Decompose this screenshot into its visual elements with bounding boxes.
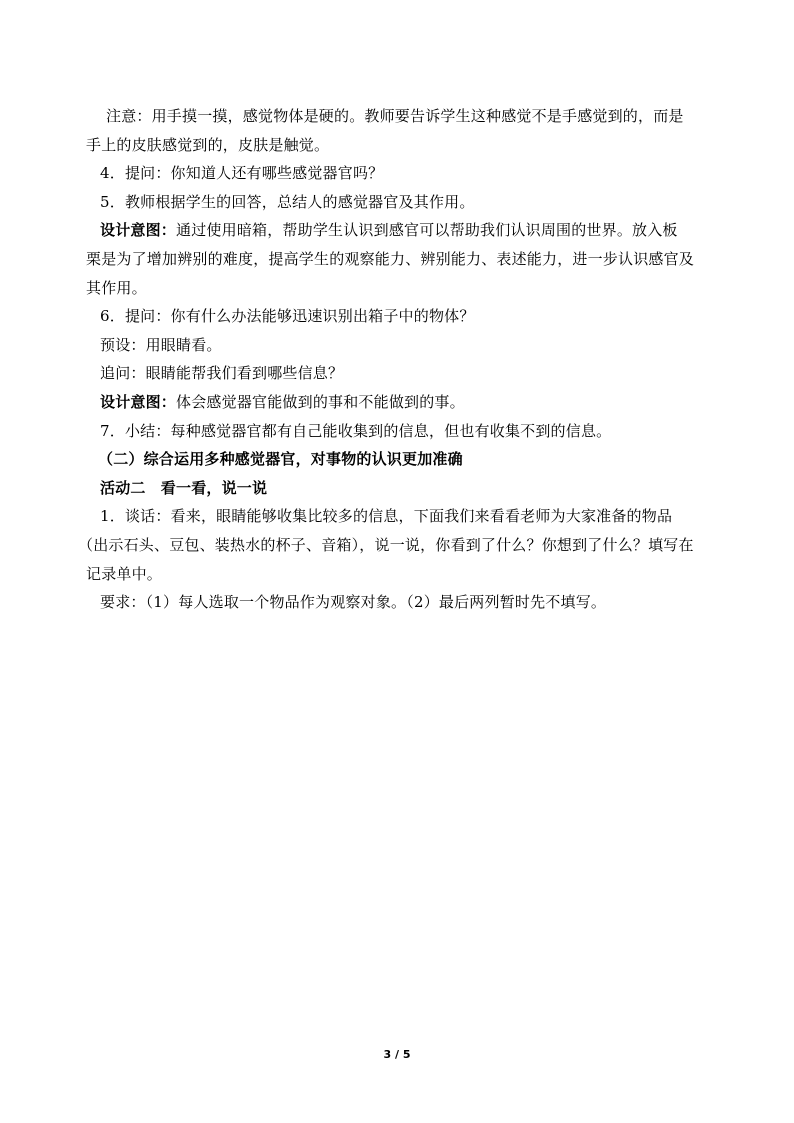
design-intent-label: 设计意图： [100, 221, 177, 240]
paragraph-line: 5．教师根据学生的回答，总结人的感觉器官及其作用。 [100, 192, 475, 211]
paragraph-line: （出示石头、豆包、装热水的杯子、音箱），说一说，你看到了什么？你想到了什么？填写在 [78, 535, 694, 554]
paragraph-line: 7．小结：每种感觉器官都有自己能收集到的信息，但也有收集不到的信息。 [100, 421, 612, 440]
paragraph-line: 体会感觉器官能做到的事和不能做到的事。 [176, 392, 465, 411]
paragraph-line: 其作用。 [86, 278, 147, 297]
paragraph-design-intent-2 [100, 388, 718, 417]
paragraph-requirements [100, 588, 718, 617]
section-heading-text: （二）综合运用多种感觉器官，对事物的认识更加准确 [98, 450, 463, 469]
paragraph-line: 要求：（1）每人选取一个物品作为观察对象。（2）最后两列暂时先不填写。 [100, 593, 607, 612]
activity-heading-text: 活动二 看一看，说一说 [100, 478, 268, 497]
design-intent-label: 设计意图： [100, 392, 177, 411]
activity-heading [100, 474, 718, 503]
paragraph-line: 6．提问：你有什么办法能够迅速识别出箱子中的物体？ [100, 307, 475, 326]
paragraph-summary-7 [100, 417, 718, 446]
paragraph-teacher-summary-5 [100, 188, 718, 217]
paragraph-line: 预设：用眼睛看。 [100, 335, 222, 354]
paragraph-line: 注意：用手摸一摸，感觉物体是硬的。教师要告诉学生这种感觉不是手感觉到的，而是 [106, 107, 684, 125]
paragraph-note [86, 102, 718, 159]
paragraph-question-4 [100, 159, 718, 188]
paragraph-preset [100, 331, 718, 360]
paragraph-follow-up [100, 359, 718, 388]
paragraph-line: 通过使用暗箱，帮助学生认识到感官可以帮助我们认识周围的世界。放入板 [176, 221, 678, 240]
paragraph-line: 4．提问：你知道人还有哪些感觉器官吗？ [100, 164, 384, 183]
paragraph-question-6 [100, 302, 718, 331]
section-heading [98, 445, 718, 474]
paragraph-line: 1．谈话：看来，眼睛能够收集比较多的信息，下面我们来看看老师为大家准备的物品 [100, 507, 673, 526]
paragraph-line: 记录单中。 [86, 564, 163, 583]
document-body [78, 102, 718, 617]
paragraph-line: 栗是为了增加辨别的难度，提高学生的观察能力、辨别能力、表述能力，进一步认识感官及 [86, 249, 695, 268]
paragraph-line: 追问：眼睛能帮我们看到哪些信息？ [100, 364, 344, 383]
paragraph-talk-1 [78, 502, 718, 588]
page-number: 3 / 5 [383, 1048, 411, 1061]
paragraph-design-intent-1 [86, 216, 718, 302]
paragraph-line: 手上的皮肤感觉到的，皮肤是触觉。 [86, 135, 330, 154]
